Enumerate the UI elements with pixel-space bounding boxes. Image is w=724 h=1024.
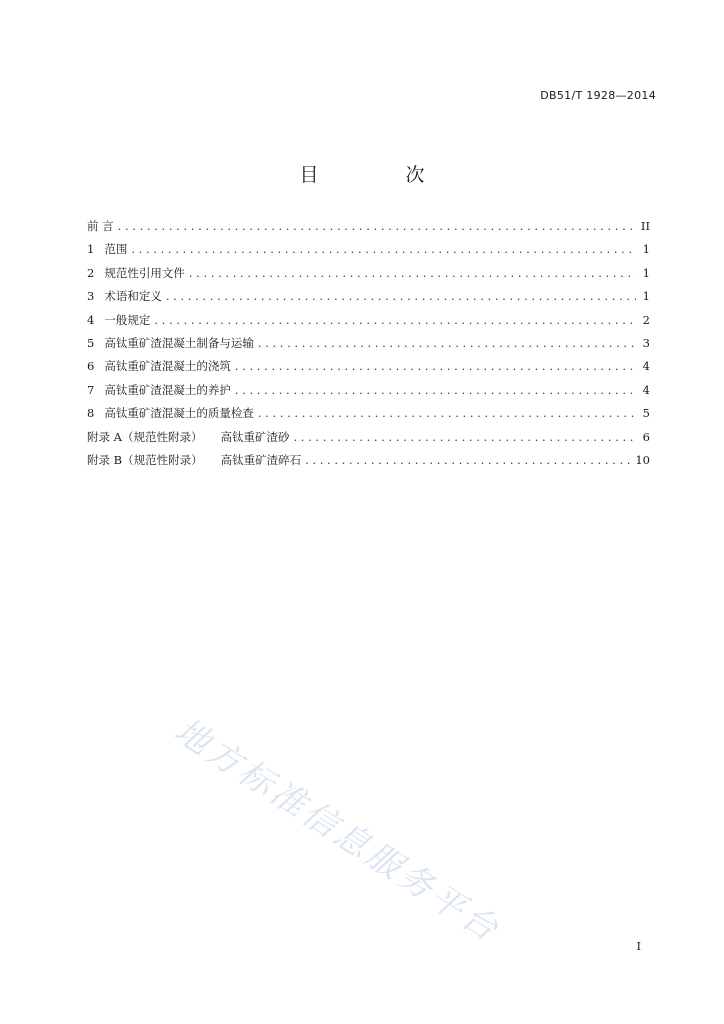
- toc-item-pouring[interactable]: [87, 358, 650, 381]
- toc-item-quality-inspection[interactable]: [87, 405, 650, 428]
- toc-item-page: 1: [642, 289, 650, 304]
- toc-leader-dots: [166, 289, 636, 303]
- toc-leader-dots: [293, 430, 636, 444]
- toc-item-number: 4: [87, 312, 95, 327]
- toc-item-general[interactable]: [87, 312, 650, 335]
- toc-leader-dots: [189, 266, 636, 280]
- toc-item-label: 高钛重矿渣混凝土的养护: [104, 382, 231, 397]
- watermark: 地方标准信息服务平台: [167, 710, 508, 952]
- toc-item-sublabel: 高钛重矿渣碎石: [220, 452, 302, 467]
- page-number: I: [636, 940, 641, 953]
- toc-item-page: 2: [642, 312, 650, 327]
- toc-item-page: 10: [635, 452, 650, 467]
- toc-item-number: 3: [87, 289, 95, 304]
- toc-item-page: 3: [642, 335, 650, 350]
- toc-item-label: 一般规定: [104, 312, 151, 327]
- toc-item-number: 6: [87, 359, 95, 374]
- toc-item-label: 高钛重矿渣混凝土的质量检查: [104, 406, 254, 421]
- toc-leader-dots: [131, 242, 636, 256]
- toc-leader-dots: [258, 406, 636, 420]
- toc-item-number: 2: [87, 265, 95, 280]
- toc-item-page: 5: [642, 406, 650, 421]
- toc-item-page: 1: [642, 242, 650, 257]
- toc-item-terms[interactable]: [87, 288, 650, 311]
- toc-item-page: 4: [642, 359, 650, 374]
- toc-leader-dots: [118, 219, 636, 233]
- toc-item-preparation[interactable]: [87, 335, 650, 358]
- page-title: 目 次: [299, 164, 459, 186]
- toc-item-label: 高钛重矿渣混凝土制备与运输: [104, 335, 254, 350]
- toc-item-label: 规范性引用文件: [104, 265, 185, 280]
- toc-item-number: 8: [87, 406, 95, 421]
- toc-item-number: 5: [87, 335, 95, 350]
- toc-item-sublabel: 高钛重矿渣砂: [220, 429, 290, 444]
- toc-item-scope[interactable]: [87, 241, 650, 264]
- toc-leader-dots: [235, 359, 636, 373]
- toc-item-appendix-a[interactable]: [87, 429, 650, 452]
- document-code: DB51/T 1928—2014: [540, 89, 656, 102]
- toc-leader-dots: [154, 313, 636, 327]
- toc-item-page: 4: [642, 382, 650, 397]
- toc-item-appendix-b[interactable]: [87, 452, 650, 475]
- toc-leader-dots: [258, 336, 636, 350]
- table-of-contents: [87, 218, 650, 475]
- toc-leader-dots: [305, 453, 631, 467]
- toc-item-label: 附录 A（规范性附录）: [87, 429, 203, 444]
- toc-item-page: 1: [642, 265, 650, 280]
- toc-item-label: 前 言: [87, 219, 114, 233]
- toc-item-label: 附录 B（规范性附录）: [87, 452, 203, 467]
- toc-item-normative-references[interactable]: [87, 265, 650, 288]
- toc-item-label: 术语和定义: [104, 289, 162, 304]
- toc-item-label: 范围: [104, 242, 128, 257]
- toc-item-page: II: [640, 219, 650, 233]
- toc-item-number: 1: [87, 242, 95, 257]
- toc-item-label: 高钛重矿渣混凝土的浇筑: [104, 359, 231, 374]
- toc-item-foreword[interactable]: [87, 218, 650, 241]
- toc-item-number: 7: [87, 382, 95, 397]
- toc-item-page: 6: [642, 429, 650, 444]
- toc-item-curing[interactable]: [87, 382, 650, 405]
- toc-leader-dots: [235, 383, 636, 397]
